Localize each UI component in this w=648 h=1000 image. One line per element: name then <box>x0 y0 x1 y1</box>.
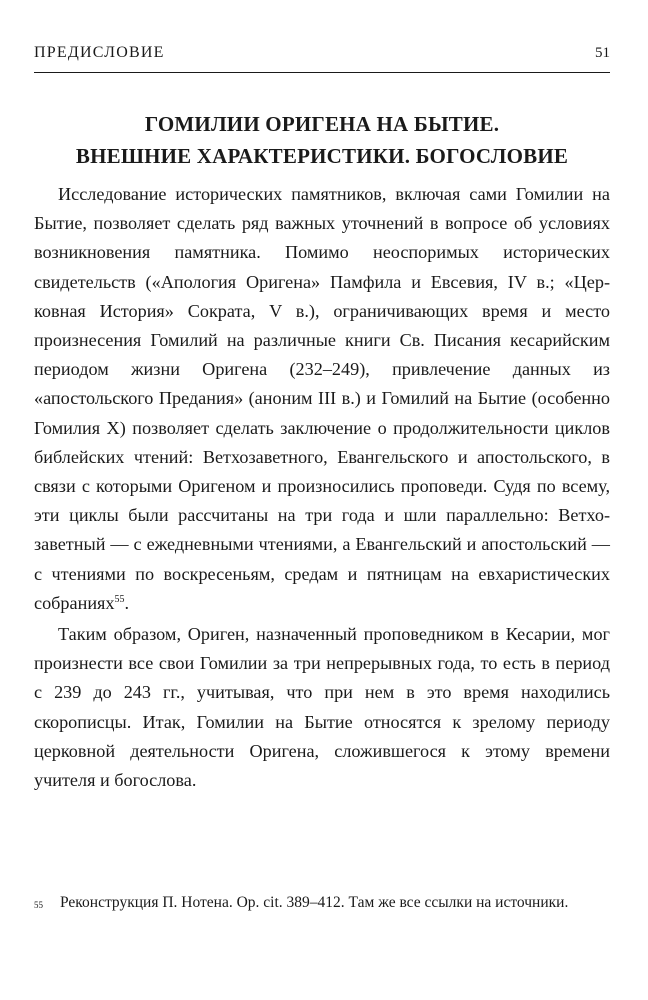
footnote-mark: 55 <box>34 900 43 910</box>
footnote-reference: 55 <box>114 593 125 605</box>
header-divider <box>34 72 610 73</box>
section-title <box>34 108 610 172</box>
footnote <box>34 890 610 918</box>
paragraph-1: Исследование исторических памятников, включая сами Гомилии на Бытие, позволяет сделать ряд важных уточнений в вопросе об условиях возникновения памятника. Помимо неоспоримых исторических свидетельств («Апология Оригена» Памфила и Евсевия, IV в.; «Церковная История» Сократа, V в.), ограничивающих время и место произнесения Гомилий на различные книги Св. Писания кесарийским периодом жизни Оригена (232–249), привлечение данных из «апостольского Предания» (аноним III в.) и Гомилий на Бытие (особенно Гомилия X) позволяет сделать заключение о продолжительности циклов библейских чтений: Ветхозаветного, Евангельского и апостольского, в связи с которыми Оригеном и произносились проповеди. Судя по всему, эти циклы были рассчитаны на три года и шли параллельно: Ветхозаветный — с ежедневными чтениями, а Евангельский и апостольский — с чтениями по воскресеньям, средам и пятницам на евхаристических собраниях$^{55}$. <box>34 184 610 613</box>
paragraph-2 <box>34 620 610 795</box>
section-title-line-1: ГОМИЛИИ ОРИГЕНА НА БЫТИЕ. <box>144 112 500 136</box>
section-title-line-2: ВНЕШНИЕ ХАРАКТЕРИСТИКИ. БОГОСЛОВИЕ <box>75 144 569 168</box>
paragraph-1-text: Исследование исторических памятников, включая сами Гомилии на Бытие, позволяет сделать ряд важных уточнений в вопросе об условиях возникновения памятника. Помимо неоспоримых исторических свидетельств («Апология Оригена» Памфила и Евсевия, IV в.; «Церковная История» Сократа, V в.), ограничивающих время и место произнесения Гомилий на различные книги Св. Писания кесарийским периодом жизни Оригена (232–249), привлечение данных из «апостольского Предания» (аноним III в.) и Гомилий на Бытие (особенно Гомилия X) позволяет сделать заключение о продолжительности циклов библейских чтений: Ветхозаветного, Евангельского и апостольского, в связи с которыми Оригеном и произносились проповеди. Судя по всему, эти циклы были рассчитаны на три года и шли параллельно: Ветхозаветный — с ежедневными чтениями, а Евангельский и апостольский — с чтениями по воскресеньям, средам и пятницам на евхаристических собраниях <box>34 184 610 613</box>
body-text <box>34 180 610 795</box>
running-header <box>34 44 610 62</box>
paragraph-2-text: Таким образом, Ориген, назначенный проповедником в Кесарии, мог произнести все свои Гомилии за три непрерывных года, то есть в период с 239 до 243 гг., учитывая, что при нем в это время находились скорописцы. Итак, Гомилии на Бытие относятся к зрелому периоду церковной деятельности Оригена, сложившегося к этому времени учителя и богослова. <box>34 624 610 791</box>
running-title: ПРЕДИСЛОВИЕ <box>34 44 165 61</box>
footnote-text: Реконструкция П. Нотена. Op. cit. 389–412. Там же все ссылки на источники. <box>60 894 569 911</box>
page-number: 51 <box>595 45 610 61</box>
